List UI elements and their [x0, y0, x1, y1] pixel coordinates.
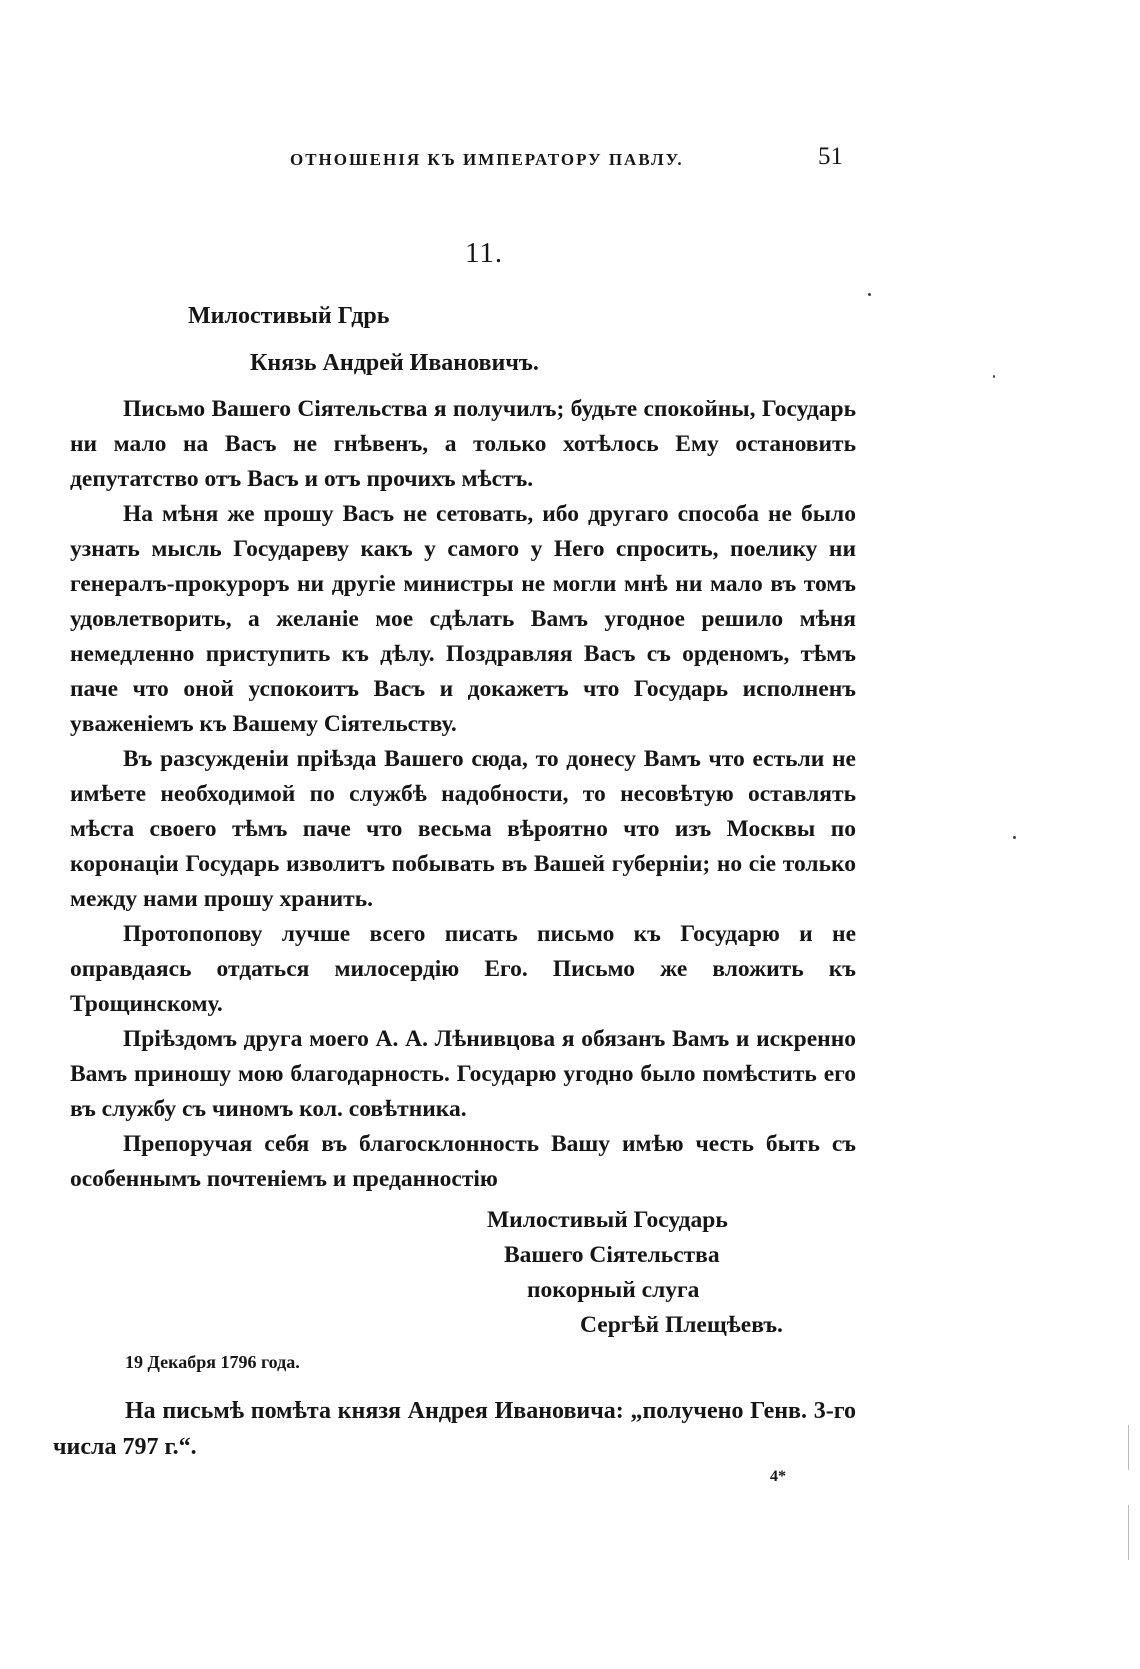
running-title: ОТНОШЕНІЯ КЪ ИМПЕРАТОРУ ПАВЛУ.: [290, 150, 684, 169]
paragraph: Въ разсужденіи прiѣзда Вашего сюда, то донесу Вамъ что естьли не имѣете необходимой по службѣ надобности, то несовѣтую оставлять мѣста своего тѣмъ паче что весьма вѣроятно что изъ Москвы по коронаціи Государь изволитъ побывать въ Вашей губерніи; но сіе только между нами прошу хранить.: [70, 746, 856, 912]
paragraph: На мѣня же прошу Васъ не сетовать, ибо другаго способа не было узнать мысль Государеву какъ у самого у Него спросить, поелику ни генералъ-прокуроръ ни другіе министры не могли мнѣ ни мало въ томъ удовлетворить, а желаніе мое сдѣлать Вамъ угодное решило мѣня немедленно приступить къ дѣлу. Поздравляя Васъ съ орденомъ, тѣмъ паче что оной успокоитъ Васъ и докажетъ что Государь исполненъ уваженіемъ къ Вашему Сіятельству.: [70, 501, 856, 737]
scan-speck: [993, 375, 995, 378]
page-number: 51: [818, 143, 843, 170]
closing-line-3: покорный слуга: [527, 1277, 700, 1303]
salutation-line-1: Милостивый Гдрь: [188, 303, 390, 329]
closing-line-1: Милостивый Государь: [487, 1207, 728, 1233]
scan-speck: [1013, 836, 1016, 839]
document-number: 11.: [465, 237, 504, 269]
scan-edge-line: [1128, 1505, 1129, 1560]
letter-body: [70, 392, 856, 1197]
paragraph: Протопопову лучше всего писать письмо къ Государю и не оправдаясь отдаться милосердію Его. Письмо же вложить къ Трощинскому.: [70, 921, 856, 1017]
scan-speck: [868, 293, 871, 296]
printer-signature-mark: 4*: [770, 1468, 786, 1485]
paragraph: Письмо Вашего Сіятельства я получилъ; будьте спокойны, Государь ни мало на Васъ не гнѣвенъ, а только хотѣлось Ему остановить депутатство отъ Васъ и отъ прочихъ мѣстъ.: [70, 396, 856, 492]
signature-name: Сергѣй Плещѣевъ.: [580, 1312, 783, 1338]
letter-date: 19 Декабря 1796 года.: [125, 1352, 300, 1372]
note-text: На письмѣ помѣта князя Андрея Ивановича: „получено Генв. 3-го числа 797 г.“.: [53, 1398, 856, 1460]
archival-note: [53, 1393, 856, 1465]
paragraph: Препоручая себя въ благосклонность Вашу имѣю честь быть съ особеннымъ почтеніемъ и преданностію: [70, 1131, 856, 1192]
closing-line-2: Вашего Сіятельства: [504, 1242, 720, 1268]
paragraph: Прiѣздомъ друга моего А. А. Лѣнивцова я обязанъ Вамъ и искренно Вамъ приношу мою благодарность. Государю угодно было помѣстить его въ службу съ чиномъ кол. совѣтника.: [70, 1026, 856, 1122]
salutation-line-2: Князь Андрей Ивановичъ.: [250, 350, 539, 376]
scan-edge-line: [1128, 1425, 1129, 1470]
